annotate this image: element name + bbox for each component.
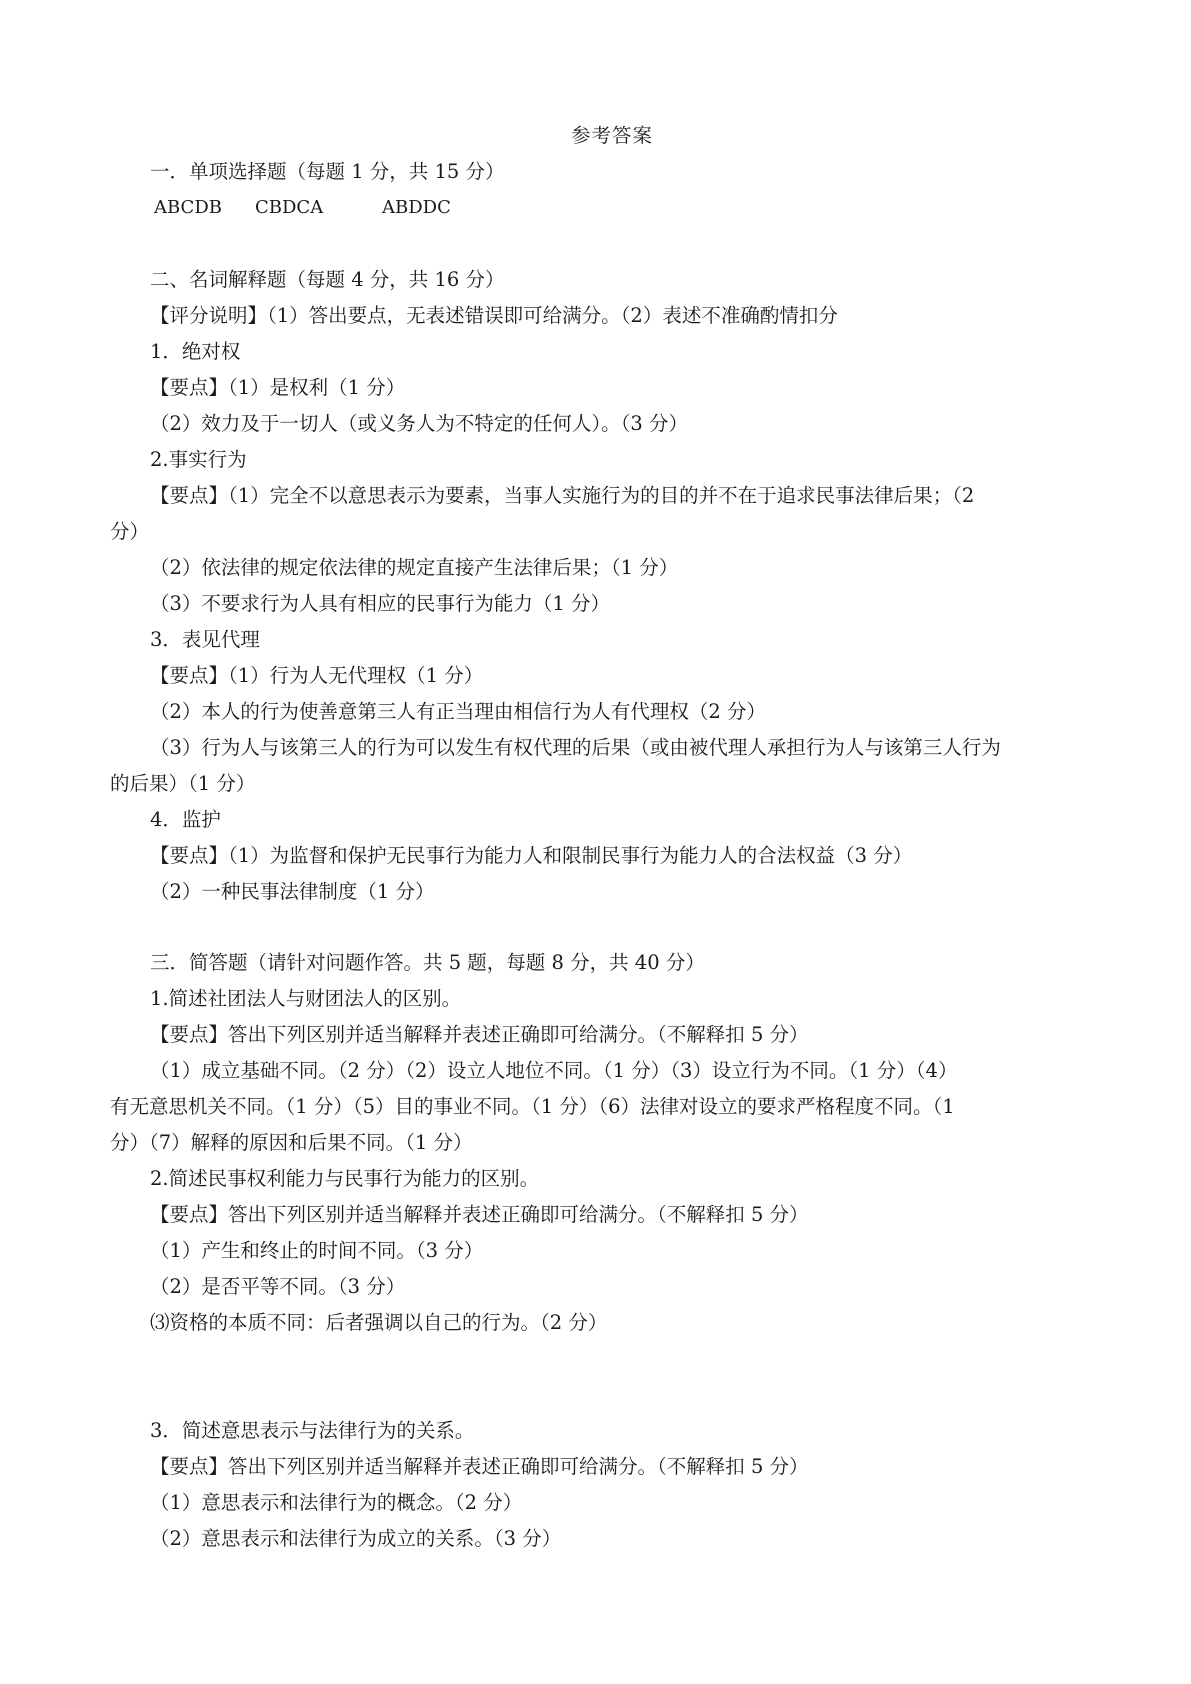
term-2-point-1-cont: 分）	[110, 520, 150, 543]
question-3-key: 【要点】答出下列区别并适当解释并表述正确即可给满分。（不解释扣 5 分）	[150, 1455, 809, 1478]
question-2-key: 【要点】答出下列区别并适当解释并表述正确即可给满分。（不解释扣 5 分）	[150, 1203, 809, 1226]
term-3-point-2: （2）本人的行为使善意第三人有正当理由相信行为人有代理权（2 分）	[150, 700, 767, 723]
term-3-point-3-cont: 的后果）（1 分）	[110, 772, 256, 795]
question-2-point-3: ⑶资格的本质不同：后者强调以自己的行为。（2 分）	[150, 1311, 608, 1334]
question-1-points-line-2: 有无意思机关不同。（1 分）（5）目的事业不同。（1 分）（6）法律对设立的要求严格程度不同。（1	[110, 1095, 955, 1118]
question-1-points-line-1: （1）成立基础不同。（2 分）（2）设立人地位不同。（1 分）（3）设立行为不同。（1 分）（4）	[150, 1059, 958, 1082]
term-2-point-3: （3）不要求行为人具有相应的民事行为能力（1 分）	[150, 592, 611, 615]
term-4-point-2: （2）一种民事法律制度（1 分）	[150, 880, 435, 903]
question-2-point-1: （1）产生和终止的时间不同。（3 分）	[150, 1239, 484, 1262]
term-2-title: 2.事实行为	[150, 448, 247, 471]
question-3-point-1: （1）意思表示和法律行为的概念。（2 分）	[150, 1491, 523, 1514]
answer-group-1: ABCDB	[154, 197, 222, 218]
term-4-title: 4．监护	[150, 808, 221, 831]
question-3-point-2: （2）意思表示和法律行为成立的关系。（3 分）	[150, 1527, 562, 1550]
grading-note: 【评分说明】（1）答出要点，无表述错误即可给满分。（2）表述不准确酌情扣分	[150, 304, 838, 327]
page-title: 参考答案	[571, 124, 654, 147]
section-2-heading: 二、名词解释题（每题 4 分，共 16 分）	[150, 268, 505, 291]
section-1-heading: 一．单项选择题（每题 1 分，共 15 分）	[150, 160, 505, 183]
term-2-point-2: （2）依法律的规定依法律的规定直接产生法律后果；（1 分）	[150, 556, 679, 579]
term-3-point-3: （3）行为人与该第三人的行为可以发生有权代理的后果（或由被代理人承担行为人与该第三人行为	[150, 736, 1001, 759]
question-1-points-line-3: 分）（7）解释的原因和后果不同。（1 分）	[110, 1131, 473, 1154]
question-3-title: 3．简述意思表示与法律行为的关系。	[150, 1419, 475, 1442]
term-1-title: 1．绝对权	[150, 340, 241, 363]
term-1-point-2: （2）效力及于一切人（或义务人为不特定的任何人）。（3 分）	[150, 412, 689, 435]
section-3-heading: 三．简答题（请针对问题作答。共 5 题，每题 8 分，共 40 分）	[150, 951, 705, 974]
term-3-title: 3．表见代理	[150, 628, 260, 651]
answer-group-2: CBDCA	[255, 197, 324, 218]
question-1-key: 【要点】答出下列区别并适当解释并表述正确即可给满分。（不解释扣 5 分）	[150, 1023, 809, 1046]
answer-group-3: ABDDC	[382, 197, 451, 218]
term-3-point-1: 【要点】（1）行为人无代理权（1 分）	[150, 664, 484, 687]
term-2-point-1: 【要点】（1）完全不以意思表示为要素，当事人实施行为的目的并不在于追求民事法律后果；（2	[150, 484, 975, 507]
term-1-point-1: 【要点】（1）是权利（1 分）	[150, 376, 406, 399]
question-2-title: 2.简述民事权利能力与民事行为能力的区别。	[150, 1167, 540, 1190]
question-2-point-2: （2）是否平等不同。（3 分）	[150, 1275, 406, 1298]
question-1-title: 1.简述社团法人与财团法人的区别。	[150, 987, 462, 1010]
term-4-point-1: 【要点】（1）为监督和保护无民事行为能力人和限制民事行为能力人的合法权益（3 分）	[150, 844, 913, 867]
